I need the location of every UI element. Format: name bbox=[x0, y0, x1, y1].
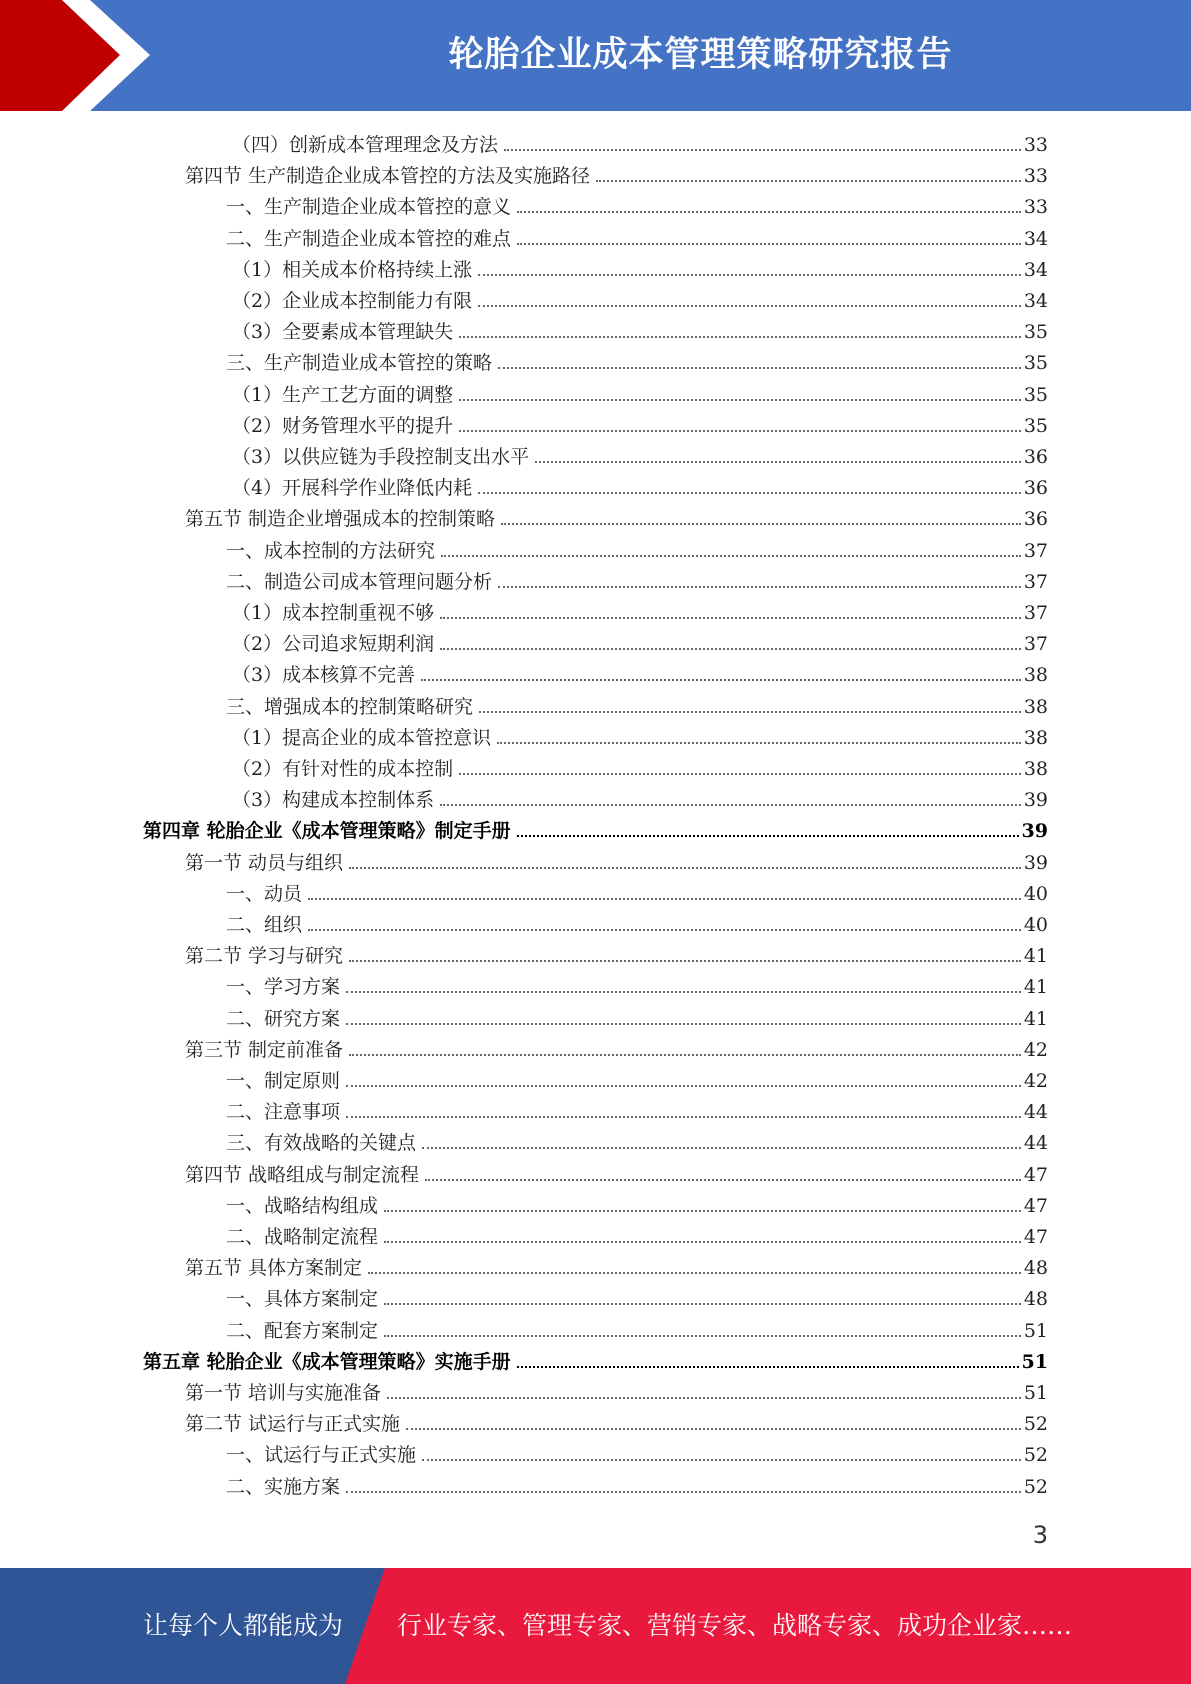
toc-entry[interactable] bbox=[232, 376, 1048, 407]
toc-leader-dots bbox=[479, 711, 1021, 713]
toc-entry-label: （1）提高企业的成本管控意识 bbox=[232, 726, 492, 749]
toc-entry[interactable] bbox=[226, 532, 1048, 563]
toc-leader-dots bbox=[387, 1397, 1021, 1399]
toc-entry-page: 35 bbox=[1023, 414, 1048, 437]
toc-entry[interactable] bbox=[226, 1062, 1048, 1093]
toc-leader-dots bbox=[384, 1210, 1021, 1212]
toc-entry-page: 39 bbox=[1023, 789, 1048, 812]
toc-entry[interactable] bbox=[226, 1187, 1048, 1218]
toc-entry-label: 第五节 制造企业增强成本的控制策略 bbox=[185, 508, 496, 531]
toc-leader-dots bbox=[368, 1272, 1021, 1274]
toc-entry[interactable] bbox=[232, 126, 1048, 157]
toc-entry[interactable] bbox=[185, 157, 1048, 188]
toc-leader-dots bbox=[308, 898, 1021, 900]
toc-leader-dots bbox=[498, 586, 1021, 588]
toc-entry-page: 42 bbox=[1023, 1038, 1048, 1061]
toc-entry-page: 52 bbox=[1023, 1475, 1048, 1498]
toc-entry[interactable] bbox=[232, 469, 1048, 500]
toc-leader-dots bbox=[596, 180, 1021, 182]
toc-leader-dots bbox=[501, 523, 1021, 525]
toc-entry[interactable] bbox=[185, 1249, 1048, 1280]
toc-entry[interactable] bbox=[185, 1031, 1048, 1062]
toc-leader-dots bbox=[384, 1335, 1021, 1337]
footer-slogan: 让每个人都能成为 bbox=[143, 1611, 344, 1640]
toc-entry[interactable] bbox=[143, 812, 1048, 843]
toc-leader-dots bbox=[440, 648, 1021, 650]
toc-entry[interactable] bbox=[226, 875, 1048, 906]
toc-entry-page: 36 bbox=[1023, 446, 1048, 468]
toc-leader-dots bbox=[498, 367, 1021, 369]
toc-entry-label: （2）公司追求短期利润 bbox=[232, 633, 435, 656]
toc-entry-page: 37 bbox=[1023, 602, 1048, 624]
toc-entry-page: 33 bbox=[1023, 196, 1048, 219]
toc-entry-page: 38 bbox=[1023, 726, 1048, 749]
toc-leader-dots bbox=[459, 336, 1021, 338]
toc-entry[interactable] bbox=[226, 1124, 1048, 1155]
toc-entry-page: 36 bbox=[1023, 508, 1048, 531]
toc-entry-page: 51 bbox=[1023, 1382, 1048, 1404]
toc-leader-dots bbox=[478, 274, 1021, 276]
toc-entry[interactable] bbox=[226, 688, 1048, 719]
toc-entry[interactable] bbox=[232, 438, 1048, 469]
toc-entry-page: 51 bbox=[1023, 1319, 1048, 1342]
toc-entry-page: 33 bbox=[1023, 134, 1048, 156]
toc-entry-page: 47 bbox=[1023, 1194, 1048, 1217]
toc-entry[interactable] bbox=[226, 188, 1048, 219]
toc-entry[interactable] bbox=[226, 1436, 1048, 1467]
toc-entry-label: 第四节 战略组成与制定流程 bbox=[185, 1163, 420, 1186]
toc-leader-dots bbox=[497, 742, 1021, 744]
toc-entry[interactable] bbox=[185, 1156, 1048, 1187]
toc-entry-label: 一、生产制造企业成本管控的意义 bbox=[226, 196, 512, 219]
footer-tagline: 行业专家、管理专家、营销专家、战略专家、成功企业家…… bbox=[397, 1611, 1073, 1640]
toc-entry[interactable] bbox=[232, 282, 1048, 313]
toc-entry-label: 第一节 动员与组织 bbox=[185, 851, 344, 874]
toc-leader-dots bbox=[346, 1085, 1021, 1087]
toc-entry-page: 52 bbox=[1023, 1413, 1048, 1436]
toc-entry[interactable] bbox=[226, 563, 1048, 594]
toc-entry-label: 三、生产制造业成本管控的策略 bbox=[226, 352, 493, 375]
toc-leader-dots bbox=[517, 211, 1021, 213]
page-footer bbox=[0, 1568, 1191, 1684]
toc-entry-page: 44 bbox=[1023, 1101, 1048, 1124]
toc-entry-page: 34 bbox=[1023, 227, 1048, 250]
toc-entry-page: 35 bbox=[1023, 321, 1048, 344]
toc-entry-page: 48 bbox=[1023, 1257, 1048, 1280]
toc-entry[interactable] bbox=[185, 844, 1048, 875]
toc-entry-label: 三、有效战略的关键点 bbox=[226, 1132, 417, 1155]
toc-leader-dots bbox=[422, 1459, 1021, 1461]
toc-entry-page: 38 bbox=[1023, 758, 1048, 780]
toc-entry[interactable] bbox=[226, 1280, 1048, 1311]
toc-entry[interactable] bbox=[226, 220, 1048, 251]
toc-entry-label: 第三节 制定前准备 bbox=[185, 1038, 344, 1061]
toc-entry-label: 二、制造公司成本管理问题分析 bbox=[226, 570, 493, 593]
toc-entry-label: 一、成本控制的方法研究 bbox=[226, 539, 436, 562]
toc-entry-label: 二、战略制定流程 bbox=[226, 1226, 379, 1248]
toc-entry-page: 37 bbox=[1023, 570, 1048, 593]
toc-leader-dots bbox=[308, 929, 1021, 931]
toc-entry-label: 一、试运行与正式实施 bbox=[226, 1444, 417, 1467]
toc-entry[interactable] bbox=[185, 937, 1048, 968]
toc-entry-page: 38 bbox=[1023, 664, 1048, 687]
toc-leader-dots bbox=[478, 492, 1021, 494]
toc-entry[interactable] bbox=[226, 906, 1048, 937]
toc-entry[interactable] bbox=[226, 1000, 1048, 1031]
toc-entry-label: 第五节 具体方案制定 bbox=[185, 1257, 363, 1280]
toc-entry[interactable] bbox=[232, 781, 1048, 812]
toc-leader-dots bbox=[349, 867, 1021, 869]
toc-entry-label: 二、组织 bbox=[226, 914, 303, 936]
toc-leader-dots bbox=[422, 1147, 1021, 1149]
toc-entry-label: 二、实施方案 bbox=[226, 1475, 341, 1498]
page-number: 3 bbox=[1032, 1521, 1048, 1549]
toc-entry[interactable] bbox=[185, 500, 1048, 531]
toc-entry-label: 二、注意事项 bbox=[226, 1101, 341, 1124]
toc-entry[interactable] bbox=[232, 750, 1048, 781]
toc-entry-label: （2）财务管理水平的提升 bbox=[232, 414, 454, 437]
toc-entry-page: 52 bbox=[1023, 1444, 1048, 1467]
toc-entry-page: 48 bbox=[1023, 1288, 1048, 1311]
toc-leader-dots bbox=[346, 1023, 1021, 1025]
toc-entry-page: 41 bbox=[1023, 1007, 1048, 1030]
toc-entry-label: 一、动员 bbox=[226, 882, 303, 905]
toc-leader-dots bbox=[346, 1491, 1021, 1493]
toc-entry[interactable] bbox=[226, 344, 1048, 375]
toc-entry-page: 42 bbox=[1023, 1070, 1048, 1092]
toc-entry-label: 二、生产制造企业成本管控的难点 bbox=[226, 227, 512, 250]
toc-entry-page: 39 bbox=[1021, 820, 1048, 843]
toc-entry[interactable] bbox=[232, 407, 1048, 438]
toc-entry-page: 51 bbox=[1021, 1350, 1048, 1373]
toc-entry-label: 第四章 轮胎企业《成本管理策略》制定手册 bbox=[143, 820, 511, 843]
toc-leader-dots bbox=[349, 960, 1021, 962]
toc-entry-page: 47 bbox=[1023, 1226, 1048, 1248]
toc-leader-dots bbox=[459, 430, 1021, 432]
toc-entry-page: 34 bbox=[1023, 290, 1048, 312]
page-header bbox=[0, 0, 1191, 111]
toc-entry-label: 二、研究方案 bbox=[226, 1007, 341, 1030]
toc-entry-label: 三、增强成本的控制策略研究 bbox=[226, 695, 474, 718]
toc-leader-dots bbox=[459, 399, 1021, 401]
toc-entry-page: 37 bbox=[1023, 539, 1048, 562]
toc-entry-label: （3）全要素成本管理缺失 bbox=[232, 321, 454, 344]
toc-entry-page: 36 bbox=[1023, 477, 1048, 500]
toc-entry[interactable] bbox=[185, 1374, 1048, 1405]
toc-entry-page: 41 bbox=[1023, 945, 1048, 968]
toc-entry-label: （1）相关成本价格持续上涨 bbox=[232, 258, 473, 281]
toc-leader-dots bbox=[349, 1054, 1021, 1056]
toc-entry[interactable] bbox=[232, 625, 1048, 656]
toc-entry[interactable] bbox=[185, 1405, 1048, 1436]
toc-entry-label: 一、具体方案制定 bbox=[226, 1288, 379, 1311]
toc-leader-dots bbox=[459, 773, 1021, 775]
document-title: 轮胎企业成本管理策略研究报告 bbox=[448, 35, 953, 75]
toc-entry-label: （4）开展科学作业降低内耗 bbox=[232, 477, 473, 500]
toc-leader-dots bbox=[441, 555, 1021, 557]
toc-leader-dots bbox=[440, 617, 1021, 619]
toc-entry-page: 40 bbox=[1023, 882, 1048, 905]
toc-entry-label: （四）创新成本管理理念及方法 bbox=[232, 134, 499, 156]
toc-entry[interactable] bbox=[226, 1218, 1048, 1249]
toc-entry-page: 34 bbox=[1023, 258, 1048, 281]
toc-entry-label: （3）成本核算不完善 bbox=[232, 664, 416, 687]
toc-leader-dots bbox=[384, 1303, 1021, 1305]
toc-entry[interactable] bbox=[143, 1343, 1048, 1374]
toc-entry-label: 一、学习方案 bbox=[226, 976, 341, 999]
toc-entry-label: （2）有针对性的成本控制 bbox=[232, 758, 454, 780]
toc-entry-page: 40 bbox=[1023, 914, 1048, 936]
toc-entry-label: 第五章 轮胎企业《成本管理策略》实施手册 bbox=[143, 1350, 511, 1373]
toc-entry-label: 二、配套方案制定 bbox=[226, 1319, 379, 1342]
toc-entry-page: 41 bbox=[1023, 976, 1048, 999]
toc-entry[interactable] bbox=[232, 656, 1048, 687]
toc-entry-label: 第二节 学习与研究 bbox=[185, 945, 344, 968]
toc-leader-dots bbox=[384, 1241, 1021, 1243]
toc-entry-label: 一、制定原则 bbox=[226, 1070, 341, 1092]
toc-leader-dots bbox=[406, 1428, 1021, 1430]
toc-entry-page: 44 bbox=[1023, 1132, 1048, 1155]
toc-entry[interactable] bbox=[226, 1468, 1048, 1499]
toc-entry-label: 第四节 生产制造企业成本管控的方法及实施路径 bbox=[185, 165, 591, 188]
toc-entry[interactable] bbox=[232, 251, 1048, 282]
toc-entry-label: 第一节 培训与实施准备 bbox=[185, 1382, 382, 1404]
toc-leader-dots bbox=[517, 835, 1019, 837]
toc-entry-page: 38 bbox=[1023, 695, 1048, 718]
toc-leader-dots bbox=[478, 305, 1021, 307]
toc-entry[interactable] bbox=[232, 594, 1048, 625]
toc-leader-dots bbox=[517, 1366, 1019, 1368]
toc-entry-page: 33 bbox=[1023, 165, 1048, 188]
toc-leader-dots bbox=[535, 461, 1021, 463]
toc-entry-label: 一、战略结构组成 bbox=[226, 1194, 379, 1217]
toc-entry-label: （1）成本控制重视不够 bbox=[232, 602, 435, 624]
toc-entry[interactable] bbox=[232, 313, 1048, 344]
toc-leader-dots bbox=[421, 679, 1021, 681]
toc-leader-dots bbox=[504, 149, 1021, 151]
toc-entry[interactable] bbox=[226, 968, 1048, 999]
toc-entry-page: 37 bbox=[1023, 633, 1048, 656]
toc-entry-page: 47 bbox=[1023, 1163, 1048, 1186]
toc-entry-label: （2）企业成本控制能力有限 bbox=[232, 290, 473, 312]
toc-entry-page: 35 bbox=[1023, 383, 1048, 406]
toc-entry-page: 35 bbox=[1023, 352, 1048, 375]
toc-entry-label: 第二节 试运行与正式实施 bbox=[185, 1413, 401, 1436]
toc-leader-dots bbox=[440, 804, 1021, 806]
toc-entry-label: （3）以供应链为手段控制支出水平 bbox=[232, 446, 530, 468]
toc-entry-label: （3）构建成本控制体系 bbox=[232, 789, 435, 812]
toc-leader-dots bbox=[425, 1179, 1021, 1181]
toc-leader-dots bbox=[346, 991, 1021, 993]
toc-entry-page: 39 bbox=[1023, 851, 1048, 874]
toc-entry-label: （1）生产工艺方面的调整 bbox=[232, 383, 454, 406]
toc-leader-dots bbox=[346, 1116, 1021, 1118]
toc-leader-dots bbox=[517, 243, 1021, 245]
toc-entry[interactable] bbox=[226, 1093, 1048, 1124]
toc-entry[interactable] bbox=[232, 719, 1048, 750]
toc-entry[interactable] bbox=[226, 1312, 1048, 1343]
